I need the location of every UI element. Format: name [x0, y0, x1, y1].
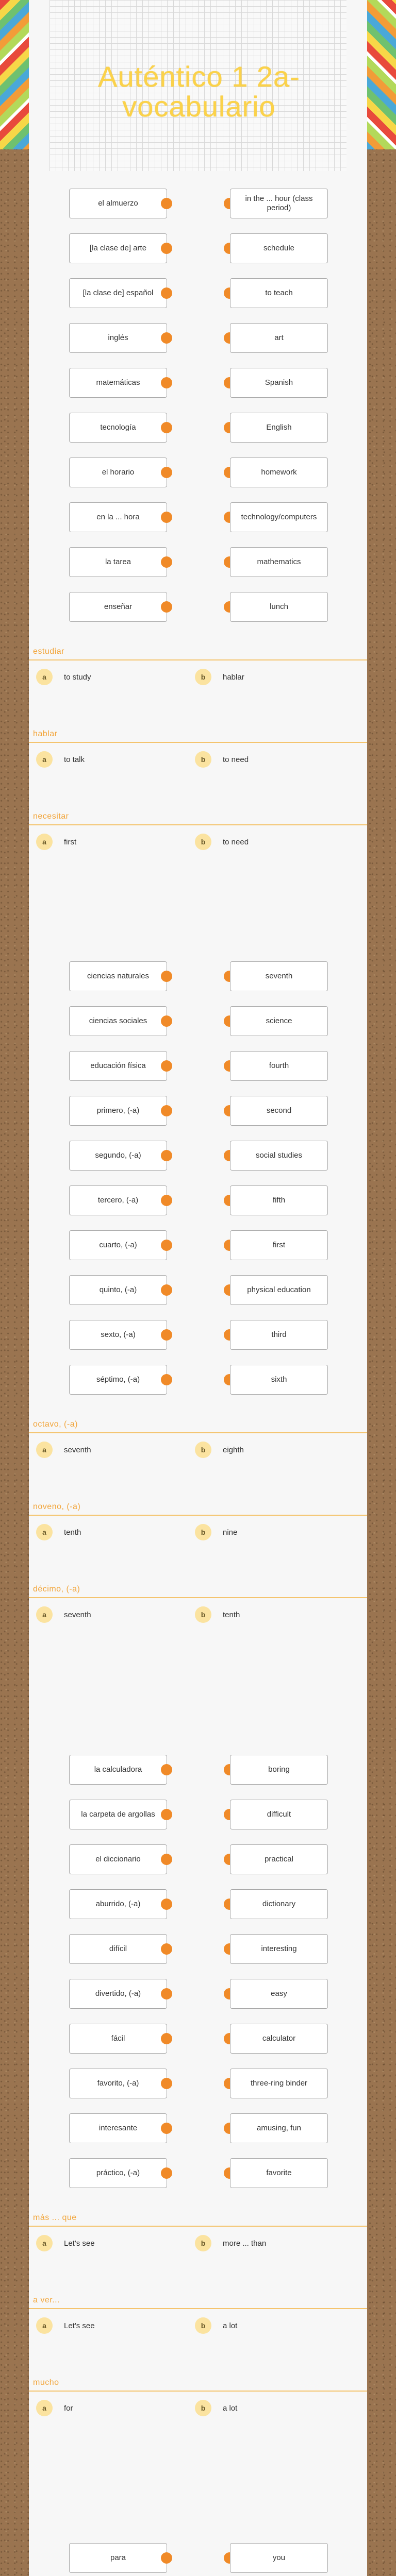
mc-option-label: a lot [223, 2321, 238, 2330]
option-letter-badge: b [195, 1606, 211, 1623]
mc-option-a[interactable] [36, 2316, 95, 2335]
match-row [29, 2065, 367, 2102]
matching-2-panel [29, 958, 367, 1406]
mc-option-label: hablar [223, 672, 244, 682]
match-connector-dot[interactable] [161, 1015, 172, 1027]
mc-option-label: a lot [223, 2403, 238, 2413]
match-term-card[interactable]: primero, (-a) [69, 1096, 167, 1126]
match-row [29, 1841, 367, 1877]
mc-2-group [29, 1417, 367, 1664]
match-row [29, 1093, 367, 1129]
mc-question-text: mucho [33, 2378, 59, 2387]
match-connector-dot[interactable] [161, 467, 172, 478]
match-definition-card[interactable]: third [230, 1320, 328, 1350]
mc-option-label: seventh [64, 1445, 91, 1454]
mc-option-label: tenth [223, 1610, 240, 1619]
header-banner [50, 0, 346, 171]
mc-option-b[interactable] [195, 1605, 240, 1624]
option-letter-badge: a [36, 1606, 53, 1623]
match-row [29, 454, 367, 490]
mc-question-text: octavo, (-a) [33, 1420, 78, 1429]
match-connector-dot[interactable] [161, 1195, 172, 1206]
mc-option-label: seventh [64, 1610, 91, 1619]
match-term-card[interactable]: la carpeta de argollas [69, 1800, 167, 1829]
match-connector-dot[interactable] [161, 1329, 172, 1341]
option-letter-badge: b [195, 669, 211, 685]
match-row [29, 1317, 367, 1353]
match-definition-card[interactable]: difficult [230, 1800, 328, 1829]
match-definition-card[interactable]: lunch [230, 592, 328, 622]
match-connector-dot[interactable] [161, 2078, 172, 2089]
mc-option-a[interactable] [36, 2399, 73, 2417]
match-term-card[interactable]: fácil [69, 2024, 167, 2054]
match-definition-card[interactable]: homework [230, 457, 328, 487]
mc-question-text: a ver... [33, 2296, 60, 2304]
match-term-card[interactable]: educación física [69, 1051, 167, 1081]
match-term-card[interactable]: aburrido, (-a) [69, 1889, 167, 1919]
option-letter-badge: a [36, 751, 53, 768]
match-term-card[interactable]: séptimo, (-a) [69, 1365, 167, 1395]
mc-options [29, 825, 367, 858]
mc-option-b[interactable] [195, 668, 244, 686]
mc-option-label: Let's see [64, 2321, 95, 2330]
match-term-card[interactable]: tercero, (-a) [69, 1185, 167, 1215]
mc-option-b[interactable] [195, 1440, 244, 1459]
match-connector-dot[interactable] [161, 1764, 172, 1775]
match-definition-card[interactable]: second [230, 1096, 328, 1126]
match-row [29, 1272, 367, 1308]
mc-option-label: more ... than [223, 2239, 267, 2248]
match-row [29, 499, 367, 535]
match-connector-dot[interactable] [161, 377, 172, 388]
match-connector-dot[interactable] [161, 2123, 172, 2134]
match-row [29, 1886, 367, 1922]
match-row [29, 2021, 367, 2057]
match-definition-card[interactable]: mathematics [230, 547, 328, 577]
mc-question [29, 1417, 367, 1499]
mc-question-text: noveno, (-a) [33, 1502, 81, 1511]
mc-question-text: estudiar [33, 647, 64, 656]
match-definition-card[interactable]: calculator [230, 2024, 328, 2054]
match-term-card[interactable]: cuarto, (-a) [69, 1230, 167, 1260]
mc-3-group [29, 2210, 367, 2458]
match-term-card[interactable]: el horario [69, 457, 167, 487]
option-letter-badge: b [195, 751, 211, 768]
match-connector-dot[interactable] [161, 1988, 172, 1999]
option-letter-badge: a [36, 1524, 53, 1540]
mc-option-a[interactable] [36, 2234, 95, 2252]
match-term-card[interactable]: el almuerzo [69, 189, 167, 218]
match-definition-card[interactable]: social studies [230, 1141, 328, 1171]
mc-option-b[interactable] [195, 1523, 237, 1541]
match-row [29, 185, 367, 222]
option-letter-badge: a [36, 834, 53, 850]
match-row [29, 544, 367, 580]
mc-question [29, 1582, 367, 1664]
mc-option-b[interactable] [195, 2234, 266, 2252]
mc-option-a[interactable] [36, 1440, 91, 1459]
mc-question [29, 2210, 367, 2293]
mc-option-a[interactable] [36, 668, 91, 686]
matching-1-panel [29, 185, 367, 634]
mc-question-text: necesitar [33, 812, 69, 821]
match-term-card[interactable]: difícil [69, 1934, 167, 1964]
mc-options [29, 1516, 367, 1549]
mc-option-b[interactable] [195, 2316, 237, 2335]
match-definition-card[interactable]: science [230, 1006, 328, 1036]
mc-option-label: to need [223, 755, 249, 764]
mc-option-label: to study [64, 672, 91, 682]
match-definition-card[interactable]: art [230, 323, 328, 353]
match-definition-card[interactable]: favorite [230, 2158, 328, 2188]
match-definition-card[interactable]: boring [230, 1755, 328, 1785]
match-definition-card[interactable]: interesting [230, 1934, 328, 1964]
match-connector-dot[interactable] [161, 1150, 172, 1161]
mc-option-b[interactable] [195, 2399, 237, 2417]
match-definition-card[interactable]: dictionary [230, 1889, 328, 1919]
match-row [29, 589, 367, 625]
match-row [29, 230, 367, 266]
match-definition-card[interactable]: three-ring binder [230, 2069, 328, 2098]
match-definition-card[interactable]: physical education [230, 1275, 328, 1305]
match-term-card[interactable]: quinto, (-a) [69, 1275, 167, 1305]
match-row [29, 1003, 367, 1039]
match-row [29, 365, 367, 401]
match-term-card[interactable]: matemáticas [69, 368, 167, 398]
match-connector-dot[interactable] [161, 1854, 172, 1865]
mc-question-text: hablar [33, 730, 58, 738]
match-definition-card[interactable]: first [230, 1230, 328, 1260]
match-connector-dot[interactable] [161, 1374, 172, 1385]
match-term-card[interactable]: enseñar [69, 592, 167, 622]
match-connector-dot[interactable] [161, 556, 172, 568]
mc-question [29, 809, 367, 891]
match-definition-card[interactable]: sixth [230, 1365, 328, 1395]
match-definition-card[interactable]: practical [230, 1844, 328, 1874]
mc-option-label: tenth [64, 1528, 81, 1537]
option-letter-badge: b [195, 2400, 211, 2416]
match-term-card[interactable]: tecnología [69, 413, 167, 443]
mc-option-a[interactable] [36, 833, 76, 851]
option-letter-badge: a [36, 669, 53, 685]
match-term-card[interactable]: el diccionario [69, 1844, 167, 1874]
mc-option-label: for [64, 2403, 73, 2413]
match-connector-dot[interactable] [161, 601, 172, 613]
match-connector-dot[interactable] [161, 971, 172, 982]
match-term-card[interactable]: favorito, (-a) [69, 2069, 167, 2098]
match-connector-dot[interactable] [161, 1943, 172, 1955]
match-row [29, 1976, 367, 2012]
match-connector-dot[interactable] [161, 198, 172, 209]
mc-option-label: eighth [223, 1445, 244, 1454]
match-term-card[interactable]: sexto, (-a) [69, 1320, 167, 1350]
match-row [29, 2540, 367, 2576]
option-letter-badge: a [36, 2400, 53, 2416]
mc-question [29, 726, 367, 809]
match-definition-card[interactable]: easy [230, 1979, 328, 2009]
match-connector-dot[interactable] [161, 422, 172, 433]
mc-question [29, 2293, 367, 2375]
match-row [29, 1362, 367, 1398]
match-connector-dot[interactable] [161, 512, 172, 523]
match-term-card[interactable]: inglés [69, 323, 167, 353]
match-definition-card[interactable]: amusing, fun [230, 2113, 328, 2143]
match-term-card[interactable]: práctico, (-a) [69, 2158, 167, 2188]
match-connector-dot[interactable] [161, 1240, 172, 1251]
mc-options [29, 743, 367, 776]
option-letter-badge: b [195, 1524, 211, 1540]
mc-option-a[interactable] [36, 750, 85, 769]
mc-question [29, 2375, 367, 2458]
match-row [29, 1048, 367, 1084]
mc-options [29, 1433, 367, 1466]
match-definition-card[interactable]: seventh [230, 961, 328, 991]
match-definition-card[interactable]: English [230, 413, 328, 443]
match-term-card[interactable]: la calculadora [69, 1755, 167, 1785]
mc-option-label: first [64, 837, 77, 846]
mc-question-text: más ... que [33, 2213, 77, 2222]
match-row [29, 1752, 367, 1788]
mc-options [29, 2392, 367, 2425]
option-letter-badge: b [195, 2235, 211, 2251]
match-term-card[interactable]: [la clase de] arte [69, 233, 167, 263]
match-row [29, 1138, 367, 1174]
match-definition-card[interactable]: fifth [230, 1185, 328, 1215]
match-definition-card[interactable]: technology/computers [230, 502, 328, 532]
match-definition-card[interactable]: in the ... hour (class period) [230, 189, 328, 218]
match-term-card[interactable]: divertido, (-a) [69, 1979, 167, 2009]
match-definition-card[interactable]: schedule [230, 233, 328, 263]
match-row [29, 2155, 367, 2191]
match-row [29, 1227, 367, 1263]
match-definition-card[interactable]: Spanish [230, 368, 328, 398]
match-definition-card[interactable]: fourth [230, 1051, 328, 1081]
mc-option-label: to need [223, 837, 249, 846]
match-connector-dot[interactable] [161, 243, 172, 254]
option-letter-badge: a [36, 1442, 53, 1458]
match-term-card[interactable]: la tarea [69, 547, 167, 577]
match-term-card[interactable]: en la ... hora [69, 502, 167, 532]
mc-options [29, 2227, 367, 2260]
match-term-card[interactable]: segundo, (-a) [69, 1141, 167, 1171]
match-term-card[interactable]: para [69, 2543, 167, 2573]
match-row [29, 958, 367, 994]
mc-option-a[interactable] [36, 1605, 91, 1624]
matching-3-panel [29, 1752, 367, 2200]
match-term-card[interactable]: interesante [69, 2113, 167, 2143]
match-connector-dot[interactable] [161, 1809, 172, 1820]
match-connector-dot[interactable] [161, 2033, 172, 2044]
mc-option-label: to talk [64, 755, 85, 764]
matching-4-panel [29, 2540, 367, 2576]
mc-1-group [29, 644, 367, 891]
match-connector-dot[interactable] [161, 1105, 172, 1116]
match-definition-card[interactable]: to teach [230, 278, 328, 308]
match-connector-dot[interactable] [161, 2167, 172, 2179]
match-connector-dot[interactable] [161, 1899, 172, 1910]
match-row [29, 275, 367, 311]
mc-option-b[interactable] [195, 750, 249, 769]
mc-question-text: décimo, (-a) [33, 1585, 80, 1594]
match-row [29, 1182, 367, 1218]
mc-options [29, 660, 367, 693]
option-letter-badge: b [195, 834, 211, 850]
option-letter-badge: b [195, 1442, 211, 1458]
match-connector-dot[interactable] [161, 1060, 172, 1072]
mc-options [29, 2309, 367, 2342]
match-connector-dot[interactable] [161, 332, 172, 344]
match-row [29, 320, 367, 356]
mc-option-a[interactable] [36, 1523, 81, 1541]
match-term-card[interactable]: ciencias naturales [69, 961, 167, 991]
match-connector-dot[interactable] [161, 287, 172, 299]
mc-question [29, 644, 367, 726]
match-row [29, 410, 367, 446]
match-definition-card[interactable]: you [230, 2543, 328, 2573]
match-connector-dot[interactable] [161, 2552, 172, 2564]
mc-option-label: nine [223, 1528, 238, 1537]
match-row [29, 1797, 367, 1833]
option-letter-badge: a [36, 2235, 53, 2251]
option-letter-badge: b [195, 2317, 211, 2334]
option-letter-badge: a [36, 2317, 53, 2334]
match-connector-dot[interactable] [161, 1284, 172, 1296]
match-term-card[interactable]: [la clase de] español [69, 278, 167, 308]
mc-question [29, 1499, 367, 1582]
mc-option-b[interactable] [195, 833, 249, 851]
match-row [29, 1931, 367, 1967]
match-row [29, 2110, 367, 2146]
mc-option-label: Let's see [64, 2239, 95, 2248]
page-title: Auténtico 1 2a- vocabulario [98, 60, 300, 123]
match-term-card[interactable]: ciencias sociales [69, 1006, 167, 1036]
mc-options [29, 1598, 367, 1631]
